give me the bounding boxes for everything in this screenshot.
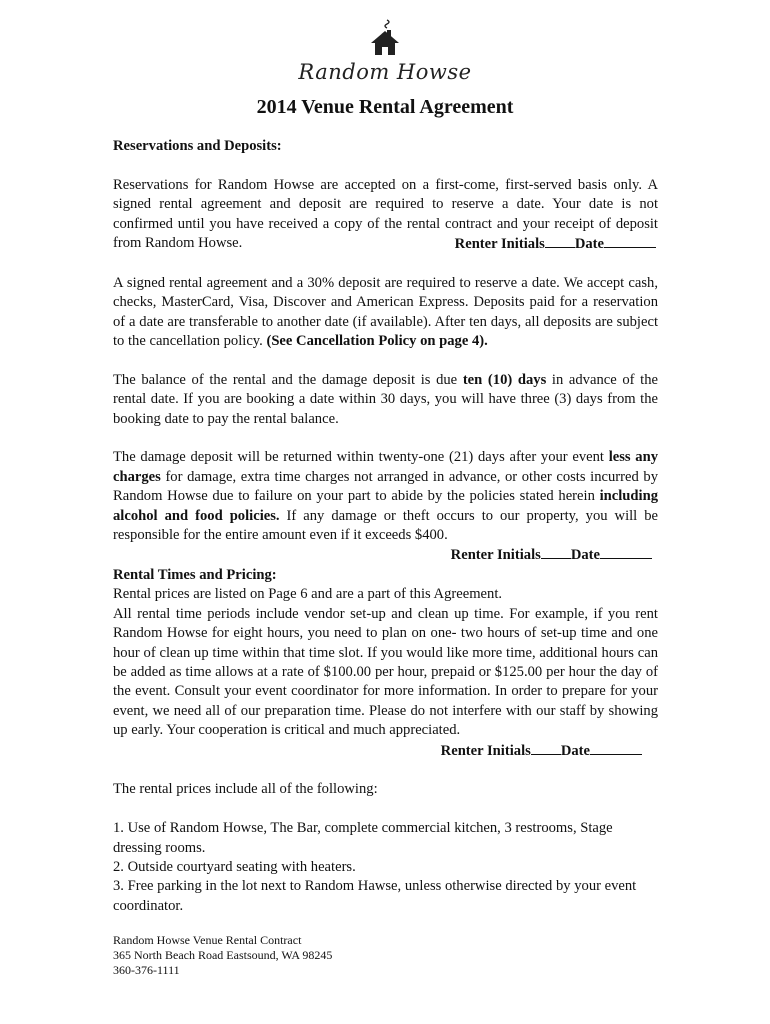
document-body (113, 137, 658, 916)
paragraph-rental-prices: Rental prices are listed on Page 6 and are a part of this Agreement. (113, 586, 503, 603)
footer-address: 365 North Beach Road Eastsound, WA 98245 (113, 948, 333, 962)
date-label: Date (574, 236, 604, 253)
included-items-list (113, 819, 658, 916)
footer-contract-name: Random Howse Venue Rental Contract (113, 933, 302, 947)
list-item: 1. Use of Random Howse, The Bar, complete commercial kitchen, 3 restrooms, Stage dressing rooms. (113, 820, 613, 856)
date-blank[interactable] (600, 545, 652, 559)
logo-text: Random Howse (298, 60, 472, 84)
date-blank[interactable] (604, 234, 656, 248)
date-blank[interactable] (590, 741, 642, 755)
renter-initials-label: Renter Initials (440, 742, 531, 759)
logo (0, 18, 770, 84)
date-label: Date (560, 742, 590, 759)
initials-blank[interactable] (541, 545, 571, 559)
section-heading-reservations: Reservations and Deposits: (113, 138, 282, 154)
list-item: 3. Free parking in the lot next to Random Hawse, unless otherwise directed by your event coordinator. (113, 878, 637, 914)
paragraph-rental-time-periods: All rental time periods include vendor set-up and clean up time. For example, if you rent Random Howse for eight hours, you need to plan on one- two hours of set-up time and one hour of clean up time within that time slot. If you would like more time, additional hours can be added as time allows at a rate of $100.00 per hour, prepaid or $125.00 per hour the day of the event. Consult your event coordinator for more information. In order to prepare for your event, we need all of our preparation time. Please do not interfere with our staff by showing up early. Your cooperation is critical and much appreciated. (113, 605, 658, 739)
footer (113, 933, 332, 978)
paragraph-reservations: Reservations for Random Howse are accepted on a first-come, first-served basis only. A signed rental agreement and deposit are required to reserve a date. Your date is not confirmed until you have received a copy of the rental contract and your receipt of deposit from Random Howse. (113, 176, 658, 252)
renter-initials-line-3 (113, 741, 658, 761)
renter-initials-label: Renter Initials (450, 547, 541, 564)
date-label: Date (570, 547, 600, 564)
renter-initials-label: Renter Initials (454, 236, 545, 253)
house-icon (365, 18, 405, 60)
footer-phone: 360-376-1111 (113, 963, 180, 977)
list-item: 2. Outside courtyard seating with heaters. (113, 858, 356, 875)
initials-blank[interactable] (531, 741, 561, 755)
page-title: 2014 Venue Rental Agreement (256, 96, 514, 118)
initials-blank[interactable] (545, 234, 575, 248)
paragraph-damage-deposit: The damage deposit will be returned within twenty-one (21) days after your event less any charges for damage, extra time charges not arranged in advance, or other costs incurred by Random Howse due to failure on your part to abide by the policies stated herein including alcohol and food policies. If any damage or theft occurs to our property, you will be responsible for the entire amount even if it exceeds $400. (113, 449, 659, 544)
section-heading-rental-times: Rental Times and Pricing: (113, 566, 277, 583)
paragraph-balance: The balance of the rental and the damage deposit is due ten (10) days in advance of the rental date. If you are booking a date within 30 days, you will have three (3) days from the booking date to pay the rental balance. (113, 371, 658, 427)
paragraph-deposit: A signed rental agreement and a 30% deposit are required to reserve a date. We accept cash, checks, MasterCard, Visa, Discover and American Express. Deposits paid for a reservation of a date are transferable to another date (if available). After ten days, all deposits are subject to the cancellation policy. (See Cancellation Policy on page 4). (113, 274, 658, 350)
renter-initials-line-2 (113, 545, 658, 565)
paragraph-includes: The rental prices include all of the following: (113, 781, 378, 798)
